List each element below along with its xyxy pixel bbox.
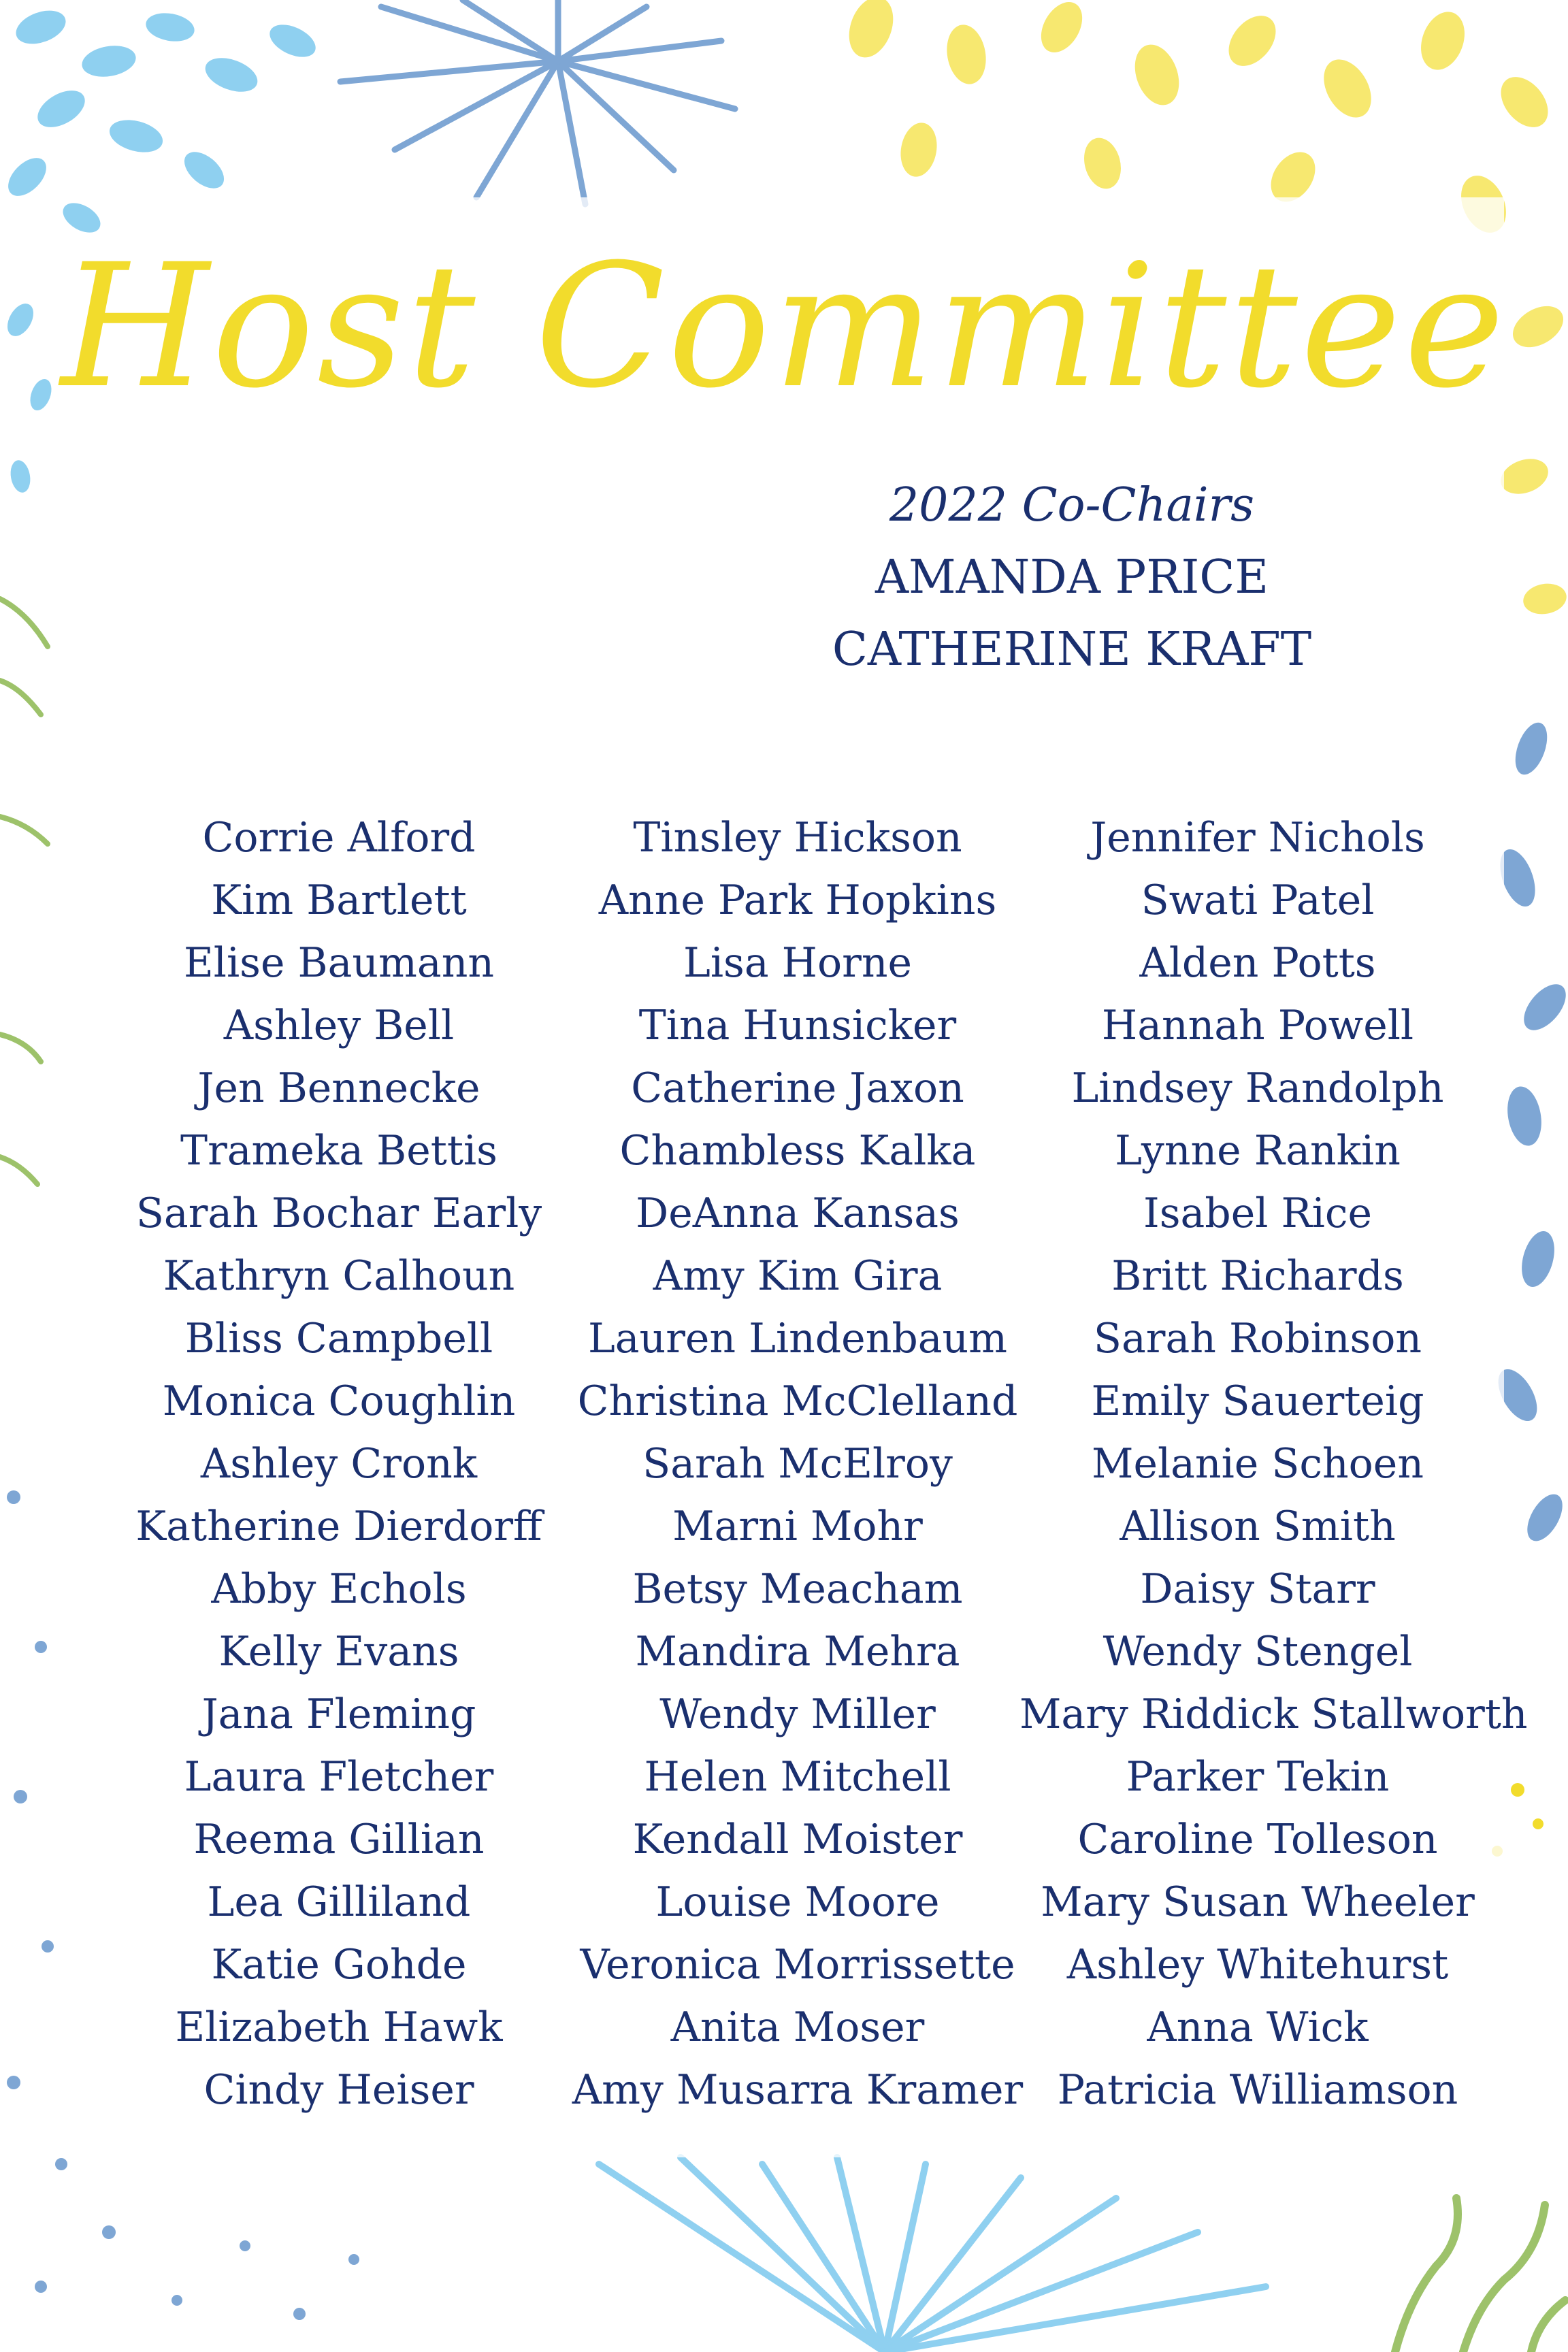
member-name: Alden Potts — [1139, 939, 1376, 987]
member-name: Ashley Cronk — [200, 1440, 478, 1488]
member-name: Mary Susan Wheeler — [1041, 1878, 1475, 1926]
member-name: Sarah McElroy — [642, 1440, 953, 1488]
member-name: Hannah Powell — [1101, 1002, 1414, 1049]
member-name: Jen Bennecke — [197, 1064, 480, 1112]
member-name: Veronica Morrissette — [580, 1941, 1015, 1989]
member-name: Chambless Kalka — [619, 1127, 976, 1175]
member-name: Ashley Whitehurst — [1066, 1941, 1449, 1989]
member-name: Amy Musarra Kramer — [572, 2066, 1024, 2114]
member-name: Trameka Bettis — [180, 1127, 497, 1175]
member-name: Britt Richards — [1111, 1252, 1404, 1300]
member-name: Corrie Alford — [202, 814, 476, 862]
light-blue-starburst-bottom — [599, 2157, 1266, 2352]
member-name: Lea Gilliland — [207, 1878, 471, 1926]
member-name: Mary Riddick Stallworth — [1019, 1690, 1528, 1738]
co-chair-name: CATHERINE KRAFT — [832, 623, 1312, 676]
member-name: Isabel Rice — [1143, 1190, 1372, 1237]
member-name: Sarah Bochar Early — [135, 1190, 542, 1237]
member-name: Wendy Miller — [659, 1690, 936, 1738]
member-name: Anne Park Hopkins — [598, 877, 997, 924]
member-name: Daisy Starr — [1140, 1565, 1375, 1613]
member-name: DeAnna Kansas — [636, 1190, 960, 1237]
member-name: Betsy Meacham — [632, 1565, 963, 1613]
green-strokes-left — [0, 599, 48, 1184]
member-name: Melanie Schoen — [1092, 1440, 1424, 1488]
member-name: Katherine Dierdorff — [135, 1503, 542, 1550]
member-name: Bliss Campbell — [184, 1315, 493, 1362]
member-name: Jana Fleming — [201, 1690, 476, 1738]
member-name: Lynne Rankin — [1115, 1127, 1401, 1175]
co-chairs-block — [732, 470, 1412, 686]
member-name: Mandira Mehra — [635, 1628, 960, 1676]
member-name: Kathryn Calhoun — [163, 1252, 515, 1300]
member-name: Louise Moore — [655, 1878, 940, 1926]
member-name: Tinsley Hickson — [633, 814, 962, 862]
member-name: Laura Fletcher — [184, 1753, 494, 1801]
co-chair-name: AMANDA PRICE — [875, 551, 1269, 604]
member-name: Allison Smith — [1120, 1503, 1396, 1550]
member-name: Parker Tekin — [1126, 1753, 1390, 1801]
blue-starburst-top — [340, 0, 735, 204]
page-title: Host Committee — [61, 227, 1507, 425]
member-name: Anita Moser — [670, 2004, 925, 2051]
member-name: Monica Coughlin — [162, 1377, 516, 1425]
member-name: Marni Mohr — [672, 1503, 923, 1550]
member-column — [101, 806, 577, 2121]
member-name: Katie Gohde — [211, 1941, 467, 1989]
member-name: Tina Hunsicker — [638, 1002, 957, 1049]
member-name: Kim Bartlett — [211, 877, 467, 924]
member-name: Swati Patel — [1141, 877, 1375, 924]
member-column — [559, 806, 1036, 2121]
member-name: Cindy Heiser — [203, 2066, 474, 2114]
member-name: Christina McClelland — [577, 1377, 1018, 1425]
member-name: Jennifer Nichols — [1090, 814, 1425, 862]
member-name: Emily Sauerteig — [1091, 1377, 1424, 1425]
member-name: Elizabeth Hawk — [175, 2004, 503, 2051]
member-name: Ashley Bell — [223, 1002, 455, 1049]
member-name: Reema Gillian — [193, 1816, 485, 1863]
member-name: Wendy Stengel — [1102, 1628, 1413, 1676]
member-name: Elise Baumann — [183, 939, 494, 987]
member-name: Sarah Robinson — [1093, 1315, 1422, 1362]
co-chairs-heading: 2022 Co-Chairs — [889, 478, 1255, 532]
member-name: Helen Mitchell — [644, 1753, 951, 1801]
member-name: Caroline Tolleson — [1077, 1816, 1438, 1863]
member-name: Lisa Horne — [683, 939, 912, 987]
member-column — [1019, 806, 1528, 2121]
member-name: Kendall Moister — [632, 1816, 963, 1863]
member-name: Catherine Jaxon — [631, 1064, 964, 1112]
member-name: Abby Echols — [211, 1565, 467, 1613]
member-name: Amy Kim Gira — [653, 1252, 943, 1300]
member-name: Lindsey Randolph — [1071, 1064, 1444, 1112]
green-squiggles-bottom-right — [1395, 2198, 1565, 2352]
member-name: Anna Wick — [1147, 2004, 1369, 2051]
member-name: Lauren Lindenbaum — [587, 1315, 1008, 1362]
member-name: Patricia Williamson — [1057, 2066, 1458, 2114]
member-name: Kelly Evans — [218, 1628, 459, 1676]
